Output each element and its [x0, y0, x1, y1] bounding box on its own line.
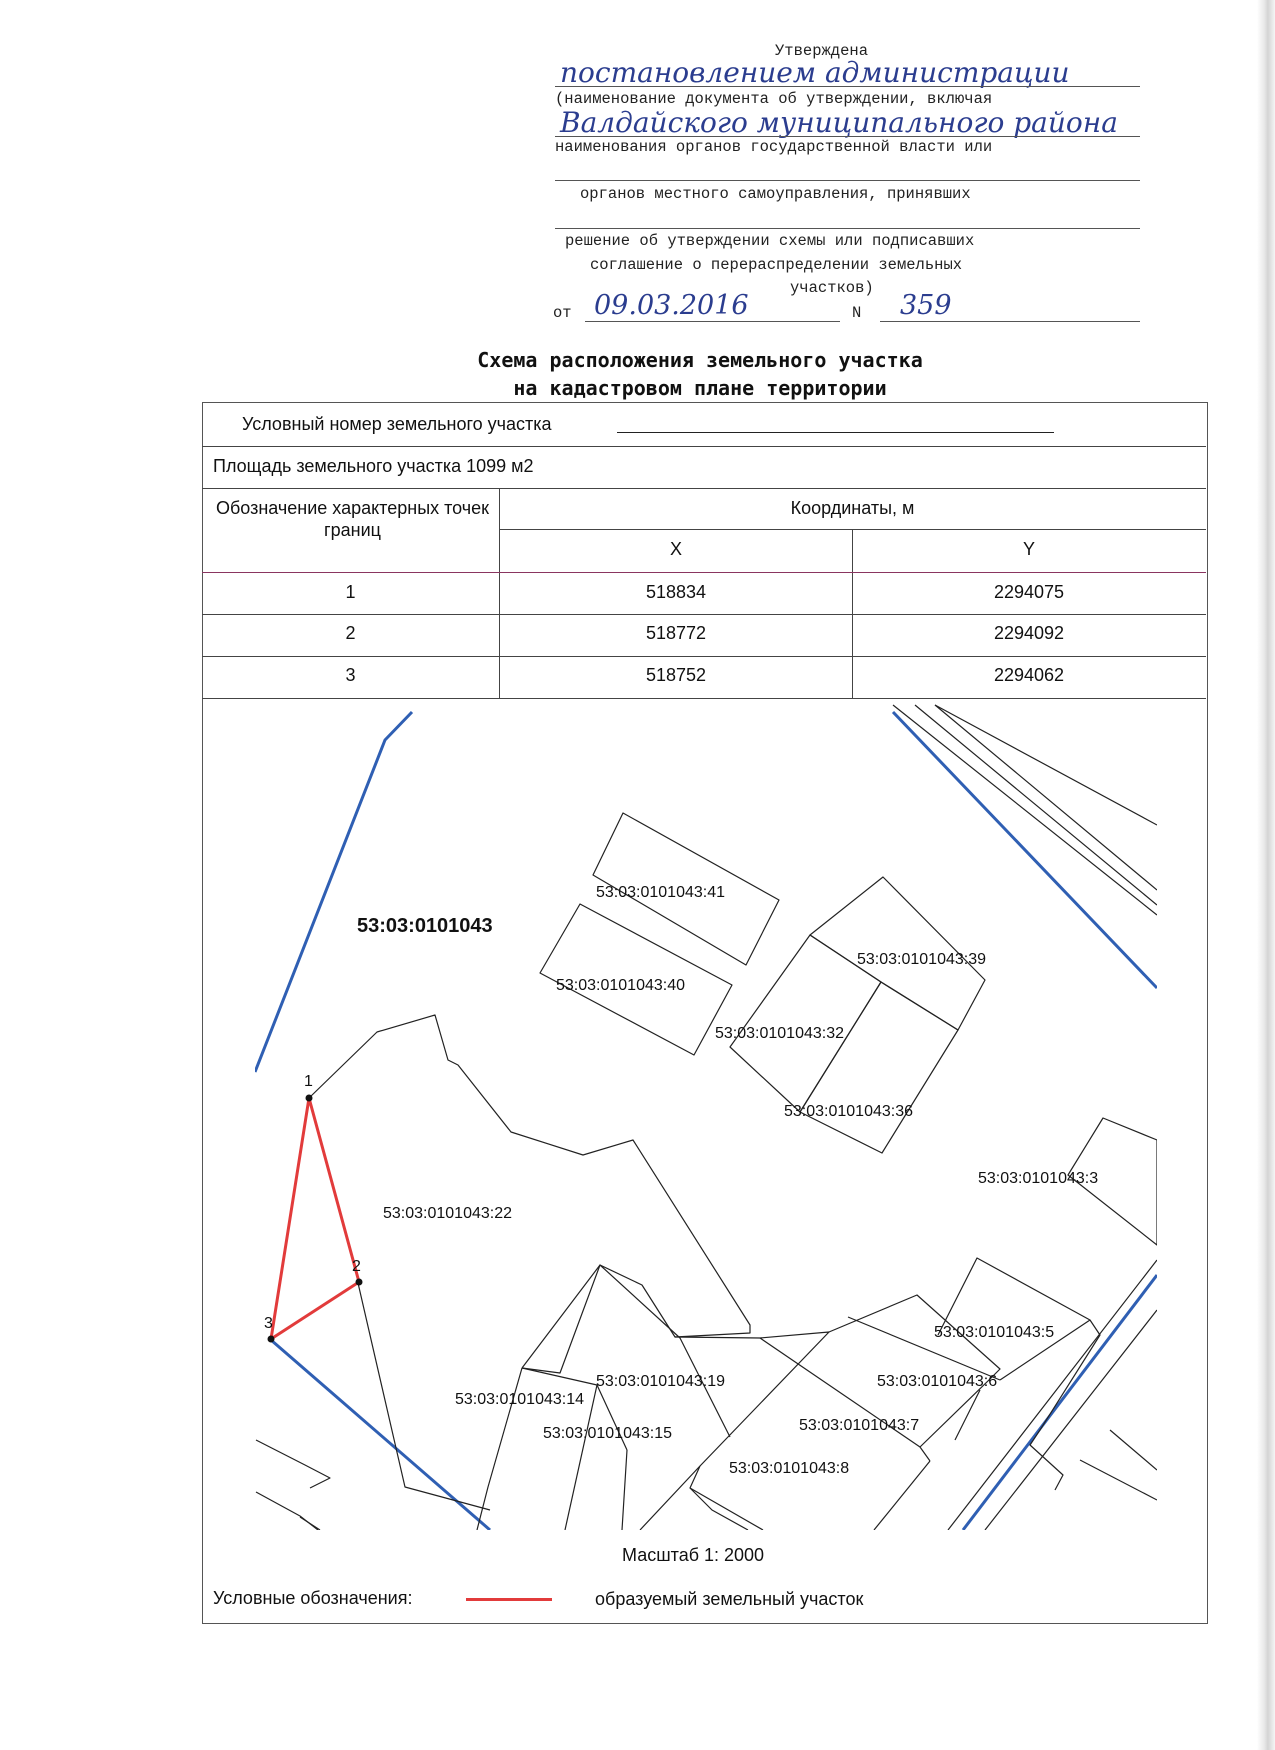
parcel-39-label: 53:03:0101043:39: [857, 951, 987, 968]
legend-description: образуемый земельный участок: [595, 1589, 864, 1609]
header-coordinates: Координаты, м: [790, 498, 915, 518]
parcel-22-outline: [309, 1015, 750, 1373]
handwritten-organ-name: Валдайского муниципального района: [560, 106, 1118, 139]
conditional-number-label: Условный номер земельного участка: [242, 414, 552, 434]
new-parcel-outline: [271, 1098, 359, 1339]
row-3-point: 3: [345, 665, 356, 685]
row-1-point: 1: [345, 582, 356, 602]
parcel-8-label: 53:03:0101043:8: [729, 1460, 850, 1477]
header-line-2: наименования органов государственной власти или: [555, 138, 993, 156]
row-1-x: 518834: [645, 582, 707, 602]
parcel-36-outline: [800, 982, 958, 1153]
boundary-point-1-label: 1: [304, 1073, 313, 1090]
boundary-point-1-marker: [306, 1095, 313, 1102]
block-number-label: 53:03:0101043: [357, 915, 493, 937]
header-y: Y: [1022, 539, 1035, 559]
parcel-19-label: 53:03:0101043:19: [596, 1373, 726, 1390]
row-2-y: 2294092: [993, 623, 1065, 643]
header-line-5: соглашение о перераспределении земельных: [590, 256, 963, 274]
parcel-40-label: 53:03:0101043:40: [556, 977, 686, 994]
parcel-6-label: 53:03:0101043:6: [877, 1373, 998, 1390]
header-line-1: (наименование документа об утверждении, включая: [555, 90, 993, 108]
header-line-4: решение об утверждении схемы или подписавших: [565, 232, 975, 250]
parcel-3-label: 53:03:0101043:3: [978, 1170, 1099, 1187]
boundary-point-3-label: 3: [264, 1315, 273, 1332]
header-x: X: [669, 539, 682, 559]
legend-label: Условные обозначения:: [213, 1588, 413, 1608]
row-2-point: 2: [345, 623, 356, 643]
handwritten-date: 09.03.2016: [594, 290, 749, 321]
block-boundary-left: [255, 712, 412, 1072]
parcel-7-label: 53:03:0101043:7: [799, 1417, 920, 1434]
parcel-32-label: 53:03:0101043:32: [715, 1025, 845, 1042]
boundary-point-2-label: 2: [352, 1258, 361, 1275]
parcel-36-label: 53:03:0101043:36: [784, 1103, 914, 1120]
parcel-14-label: 53:03:0101043:14: [455, 1391, 585, 1408]
parcel-5-label: 53:03:0101043:5: [934, 1324, 1055, 1341]
title-line-1: Схема расположения земельного участка: [477, 348, 923, 372]
header-line-3: органов местного самоуправления, принявших: [580, 185, 971, 203]
row-2-x: 518772: [645, 623, 707, 643]
parcel-22-label: 53:03:0101043:22: [383, 1205, 513, 1222]
row-3-x: 518752: [645, 665, 707, 685]
number-label: N: [852, 304, 862, 322]
handwritten-number: 359: [900, 290, 952, 321]
block-boundary-bottom-right: [963, 1275, 1157, 1530]
parcel-15-label: 53:03:0101043:15: [543, 1425, 673, 1442]
approved-label: Утверждена: [775, 42, 869, 60]
from-label: от: [553, 304, 572, 322]
header-line-6: участков): [790, 279, 874, 297]
legend-red-line: [466, 1598, 552, 1601]
area-label: Площадь земельного участка 1099 м2: [213, 456, 534, 476]
parcel-41-label: 53:03:0101043:41: [596, 884, 726, 901]
title-line-2: на кадастровом плане территории: [513, 376, 887, 400]
header-points: Обозначение характерных точек границ: [215, 498, 490, 540]
row-1-y: 2294075: [993, 582, 1065, 602]
boundary-point-2-marker: [356, 1279, 363, 1286]
row-3-y: 2294062: [993, 665, 1065, 685]
handwritten-document-name: постановлением администрации: [560, 56, 1070, 89]
scale-label: Масштаб 1: 2000: [622, 1545, 765, 1565]
boundary-point-3-marker: [268, 1336, 275, 1343]
scan-edge: [1257, 0, 1275, 1750]
